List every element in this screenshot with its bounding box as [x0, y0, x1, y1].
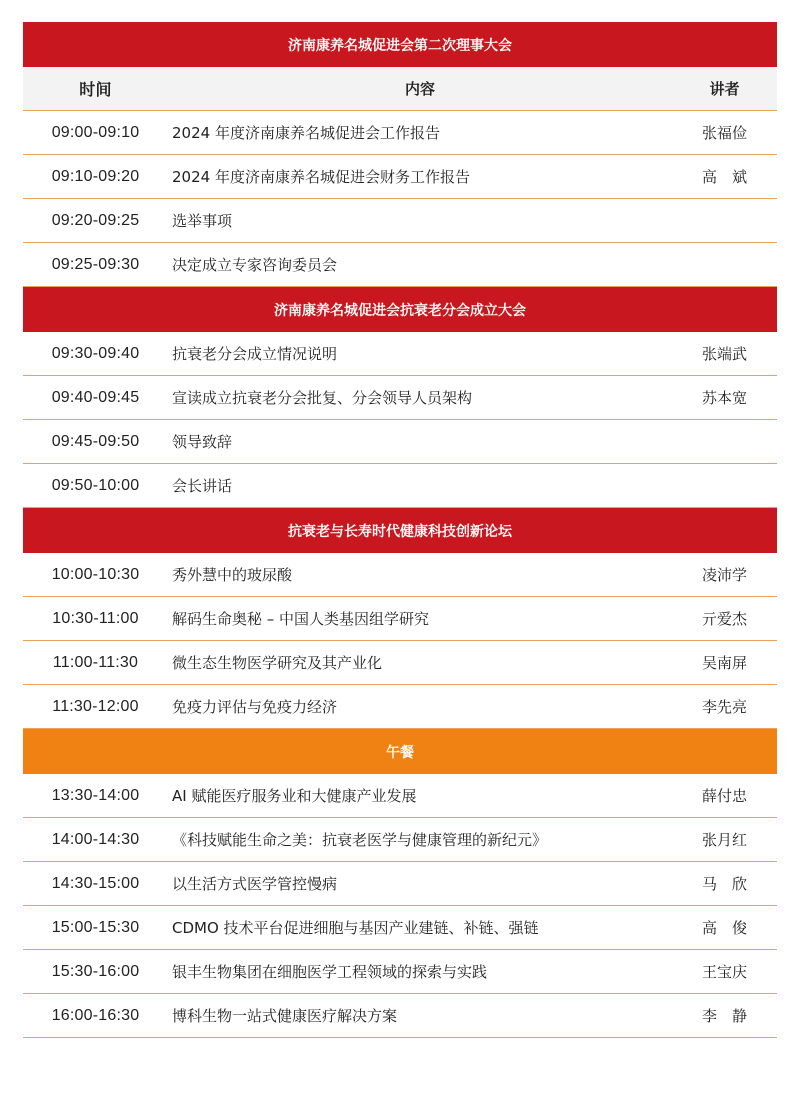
table-row	[23, 155, 777, 199]
speaker-cell: 凌沛学	[701, 566, 747, 584]
speaker-cell: 高 俊	[701, 919, 747, 937]
time-cell: 09:00-09:10	[51, 123, 140, 141]
speaker-cell: 亓爱杰	[701, 610, 747, 628]
speaker-cell: 吴南屏	[701, 654, 747, 672]
table-row	[23, 199, 777, 243]
section-header: 抗衰老与长寿时代健康科技创新论坛	[23, 508, 777, 553]
content-cell: 免疫力评估与免疫力经济	[172, 698, 338, 716]
speaker-cell: 苏本宽	[701, 389, 747, 407]
table-row	[23, 862, 777, 906]
speaker-cell: 张月红	[701, 831, 747, 849]
speaker-cell: 李先亮	[701, 698, 747, 716]
time-cell: 13:30-14:00	[51, 786, 140, 804]
content-cell: 决定成立专家咨询委员会	[172, 256, 338, 274]
content-cell: 领导致辞	[172, 433, 233, 451]
time-cell: 15:30-16:00	[51, 962, 140, 980]
speaker-cell: 高 斌	[701, 168, 747, 186]
content-cell: AI 赋能医疗服务业和大健康产业发展	[172, 787, 417, 805]
speaker-cell: 马 欣	[701, 875, 747, 893]
speaker-cell: 张端武	[701, 345, 747, 363]
content-cell: 解码生命奥秘 – 中国人类基因组学研究	[172, 610, 430, 628]
content-cell: 选举事项	[172, 212, 233, 230]
time-cell: 15:00-15:30	[51, 918, 140, 936]
time-cell: 11:30-12:00	[52, 697, 139, 715]
time-cell: 09:40-09:45	[51, 388, 140, 406]
table-row	[23, 818, 777, 862]
table-row	[23, 376, 777, 420]
content-cell: CDMO 技术平台促进细胞与基因产业建链、补链、强链	[172, 919, 539, 937]
table-row	[23, 641, 777, 685]
content-cell: 银丰生物集团在细胞医学工程领域的探索与实践	[172, 963, 488, 981]
time-cell: 14:30-15:00	[51, 874, 140, 892]
time-cell: 16:00-16:30	[51, 1006, 140, 1024]
content-cell: 2024 年度济南康养名城促进会工作报告	[172, 124, 440, 142]
table-row	[23, 597, 777, 641]
table-row	[23, 994, 777, 1038]
content-cell: 以生活方式医学管控慢病	[172, 875, 338, 893]
time-cell: 09:20-09:25	[51, 211, 140, 229]
time-cell: 10:00-10:30	[51, 565, 140, 583]
time-cell: 09:50-10:00	[51, 476, 140, 494]
table-row	[23, 420, 777, 464]
speaker-cell: 张福俭	[701, 124, 747, 142]
table-row	[23, 553, 777, 597]
speaker-cell: 薛付忠	[701, 787, 747, 805]
content-cell: 博科生物一站式健康医疗解决方案	[172, 1007, 398, 1025]
content-cell: 2024 年度济南康养名城促进会财务工作报告	[172, 168, 470, 186]
content-cell: 宣读成立抗衰老分会批复、分会领导人员架构	[172, 389, 473, 407]
table-row	[23, 332, 777, 376]
table-row	[23, 950, 777, 994]
content-cell: 微生态生物医学研究及其产业化	[172, 654, 383, 672]
time-cell: 10:30-11:00	[52, 609, 139, 627]
table-row	[23, 774, 777, 818]
agenda-table	[23, 22, 777, 1038]
table-row	[23, 906, 777, 950]
column-header-row	[23, 67, 777, 111]
section-header: 济南康养名城促进会第二次理事大会	[23, 22, 777, 67]
table-row	[23, 243, 777, 287]
speaker-cell: 王宝庆	[701, 963, 747, 981]
time-cell: 09:25-09:30	[51, 255, 140, 273]
time-cell: 14:00-14:30	[51, 830, 140, 848]
content-cell: 会长讲话	[172, 477, 233, 495]
column-header-content: 内容	[404, 80, 435, 98]
section-header: 济南康养名城促进会抗衰老分会成立大会	[23, 287, 777, 332]
column-header-time: 时间	[79, 82, 112, 99]
time-cell: 11:00-11:30	[52, 653, 139, 671]
time-cell: 09:30-09:40	[51, 344, 140, 362]
table-row	[23, 464, 777, 508]
time-cell: 09:10-09:20	[51, 167, 140, 185]
content-cell: 抗衰老分会成立情况说明	[172, 345, 338, 363]
table-row	[23, 111, 777, 155]
table-row	[23, 685, 777, 729]
time-cell: 09:45-09:50	[51, 432, 140, 450]
content-cell: 秀外慧中的玻尿酸	[172, 566, 293, 584]
section-header: 午餐	[23, 729, 777, 774]
content-cell: 《科技赋能生命之美：抗衰老医学与健康管理的新纪元》	[172, 831, 548, 849]
speaker-cell: 李 静	[701, 1007, 747, 1025]
column-header-speaker: 讲者	[709, 80, 740, 98]
